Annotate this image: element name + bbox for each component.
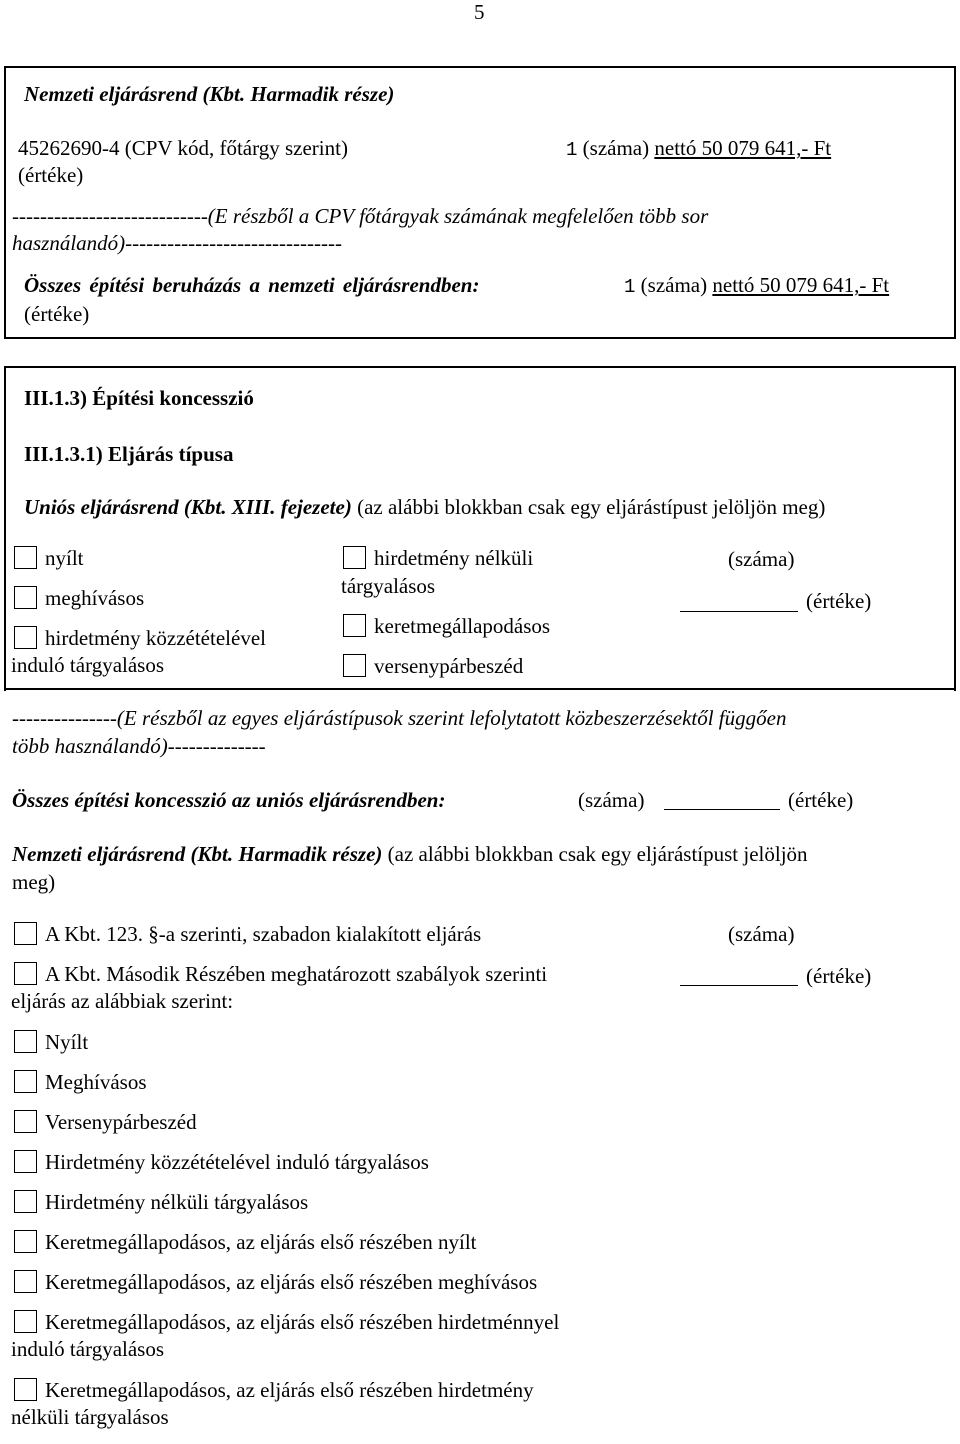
national-value-label: (értéke) xyxy=(806,964,872,988)
sub-option-label: Versenypárbeszéd xyxy=(45,1110,197,1134)
total-net-value: nettó 50 079 641,- Ft xyxy=(712,273,890,297)
repeat-note-line1: ----------------------------(E részből a CPV főtárgyak számának megfelelően több sor xyxy=(12,204,709,228)
sub-option-checkbox[interactable] xyxy=(14,1070,37,1093)
restricted-label: meghívásos xyxy=(45,586,145,610)
free-procedure-label: A Kbt. 123. §-a szerinti, szabadon kialakított eljárás xyxy=(45,922,482,946)
concession-total-value-label: (értéke) xyxy=(788,788,854,812)
restricted-checkbox[interactable] xyxy=(14,586,37,609)
eu-label: Uniós eljárásrend (Kbt. XIII. fejezete) xyxy=(24,495,352,519)
part-two-procedure-label-1: A Kbt. Második Részében meghatározott szabályok szerinti xyxy=(45,962,548,986)
national-value-blank[interactable] xyxy=(680,985,798,986)
negotiated-with-publication-label-1: hirdetmény közzétételével xyxy=(45,626,266,650)
concession-box-bottom xyxy=(4,688,956,690)
concession-total-value-blank[interactable] xyxy=(664,809,780,810)
sub-option-label: Keretmegállapodásos, az eljárás első részében nyílt xyxy=(45,1230,477,1254)
count-value: 1 xyxy=(566,139,578,161)
sub-option-checkbox[interactable] xyxy=(14,1110,37,1133)
open-checkbox[interactable] xyxy=(14,546,37,569)
negotiated-with-publication-label-2: induló tárgyalásos xyxy=(11,653,165,677)
framework-checkbox[interactable] xyxy=(343,614,366,637)
national-count-label: (száma) xyxy=(728,922,795,946)
value-label: (értéke) xyxy=(18,163,84,187)
framework-label: keretmegállapodásos xyxy=(374,614,551,638)
national-bottom-instruction-1: (az alábbi blokkban csak egy eljárástípust jelöljön xyxy=(387,842,808,866)
procedure-repeat-note-line1: ---------------(E részből az egyes eljárástípusok szerint lefolytatott közbeszerzésektől függően xyxy=(12,706,787,730)
sub-option-label: Hirdetmény közzétételével induló tárgyalásos xyxy=(45,1150,429,1174)
page-number: 5 xyxy=(474,0,485,24)
sub-option-label: Nyílt xyxy=(45,1030,89,1054)
open-label: nyílt xyxy=(45,546,84,570)
sub-option-label: Keretmegállapodásos, az eljárás első részében hirdetménnyel xyxy=(45,1310,560,1334)
sub-option-checkbox[interactable] xyxy=(14,1150,37,1173)
negotiated-without-publication-checkbox[interactable] xyxy=(343,546,366,569)
negotiated-with-publication-checkbox[interactable] xyxy=(14,626,37,649)
sub-option-checkbox[interactable] xyxy=(14,1270,37,1293)
competitive-dialogue-checkbox[interactable] xyxy=(343,654,366,677)
repeat-note-line2: használandó)------------------------------- xyxy=(12,231,342,255)
total-count-label: (száma) xyxy=(640,273,708,297)
concession-heading: III.1.3) Építési koncesszió xyxy=(24,386,254,410)
total-value-label: (értéke) xyxy=(24,302,90,326)
sub-option-label: Meghívásos xyxy=(45,1070,147,1094)
sub-option-checkbox[interactable] xyxy=(14,1030,37,1053)
national-bottom-instruction-2: meg) xyxy=(12,870,56,894)
count-label: (száma) xyxy=(582,136,650,160)
concession-total-count-label: (száma) xyxy=(578,788,645,812)
sub-option-label: Hirdetmény nélküli tárgyalásos xyxy=(45,1190,309,1214)
procedure-type-heading: III.1.3.1) Eljárás típusa xyxy=(24,442,234,466)
national-heading: Nemzeti eljárásrend (Kbt. Harmadik része) xyxy=(24,82,395,106)
sub-option-label-continued: induló tárgyalásos xyxy=(11,1337,165,1361)
procedure-repeat-note-line2: több használandó)-------------- xyxy=(12,734,266,758)
eu-count-label: (száma) xyxy=(728,547,795,571)
sub-option-checkbox[interactable] xyxy=(14,1378,37,1401)
total-count-row xyxy=(624,271,889,301)
eu-value-blank[interactable] xyxy=(680,611,798,612)
eu-value-label: (értéke) xyxy=(806,589,872,613)
national-bottom-heading: Nemzeti eljárásrend (Kbt. Harmadik része) xyxy=(12,842,383,866)
eu-procedure-row xyxy=(24,493,825,521)
negotiated-without-publication-label-1: hirdetmény nélküli xyxy=(374,546,534,570)
competitive-dialogue-label: versenypárbeszéd xyxy=(374,654,524,678)
sub-option-checkbox[interactable] xyxy=(14,1310,37,1333)
national-total-label: Összes építési beruházás a nemzeti eljárásrendben: xyxy=(24,273,480,297)
national-bottom-heading-row xyxy=(12,840,808,868)
part-two-procedure-checkbox[interactable] xyxy=(14,962,37,985)
sub-option-label: Keretmegállapodásos, az eljárás első részében meghívásos xyxy=(45,1270,538,1294)
count-row xyxy=(566,134,831,164)
eu-instruction: (az alábbi blokkban csak egy eljárástípust jelöljön meg) xyxy=(357,495,826,519)
net-value: nettó 50 079 641,- Ft xyxy=(654,136,832,160)
part-two-procedure-label-2: eljárás az alábbiak szerint: xyxy=(11,989,234,1013)
negotiated-without-publication-label-2: tárgyalásos xyxy=(341,574,436,598)
sub-option-checkbox[interactable] xyxy=(14,1190,37,1213)
sub-option-label: Keretmegállapodásos, az eljárás első részében hirdetmény xyxy=(45,1378,534,1402)
cpv-code: 45262690-4 (CPV kód, főtárgy szerint) xyxy=(18,136,348,160)
concession-total-label: Összes építési koncesszió az uniós eljárásrendben: xyxy=(12,788,446,812)
free-procedure-checkbox[interactable] xyxy=(14,922,37,945)
total-count-value: 1 xyxy=(624,276,636,298)
sub-option-checkbox[interactable] xyxy=(14,1230,37,1253)
sub-option-label-continued: nélküli tárgyalásos xyxy=(11,1405,169,1429)
